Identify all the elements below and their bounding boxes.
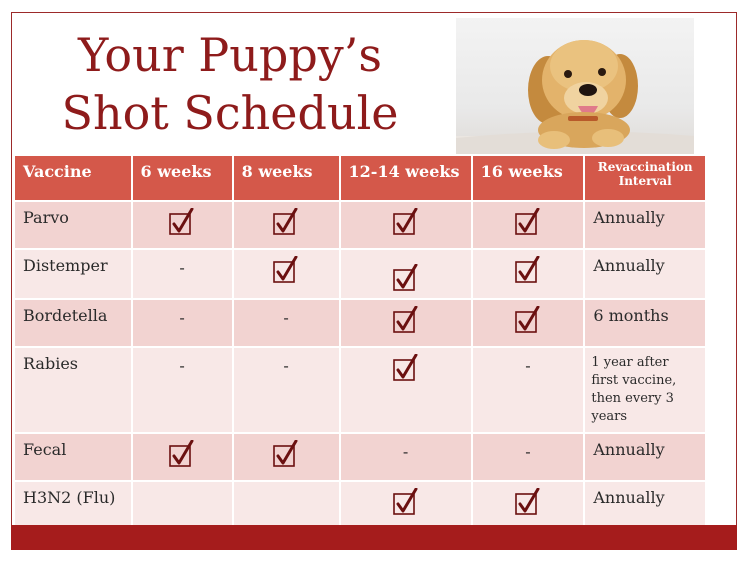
- checkbox-checked-icon: [168, 208, 196, 236]
- checkbox-checked-icon: [392, 264, 420, 292]
- not-required-dash: -: [179, 356, 185, 375]
- cell-8-weeks: [233, 201, 340, 249]
- header-12-14-weeks: 12-14 weeks: [340, 155, 472, 201]
- cell-8-weeks: [233, 299, 340, 347]
- checkbox-checked-icon: [514, 256, 542, 284]
- not-required-dash: -: [179, 308, 185, 327]
- not-required-dash: -: [402, 442, 409, 461]
- puppy-photo: [456, 18, 694, 168]
- revaccination-interval: Annually: [584, 481, 706, 529]
- cell-12-14-weeks: [340, 201, 472, 249]
- cell-6-weeks: [132, 249, 233, 299]
- checkbox-checked-icon: [392, 354, 420, 382]
- checkbox-checked-icon: [272, 256, 300, 284]
- revaccination-interval: 1 year after first vaccine, then every 3 years: [584, 347, 706, 433]
- vaccine-name: Bordetella: [14, 299, 132, 347]
- vaccine-name: Rabies: [14, 347, 132, 433]
- not-required-dash: -: [179, 258, 185, 277]
- title-line-2: Shot Schedule: [61, 86, 399, 140]
- cell-16-weeks: [472, 433, 585, 481]
- header-revaccination-interval: Revaccination Interval: [584, 155, 706, 201]
- revaccination-interval: Annually: [584, 201, 706, 249]
- footer-bar: [11, 525, 737, 550]
- cell-16-weeks: [472, 201, 585, 249]
- not-required-dash: -: [283, 308, 289, 327]
- vaccine-name: Parvo: [14, 201, 132, 249]
- header-vaccine: Vaccine: [14, 155, 132, 201]
- vaccine-name: Distemper: [14, 249, 132, 299]
- header-16-weeks: 16 weeks: [472, 155, 585, 201]
- cell-8-weeks: [233, 347, 340, 433]
- revaccination-interval: Annually: [584, 249, 706, 299]
- table-row: [14, 299, 706, 347]
- cell-8-weeks: [233, 433, 340, 481]
- checkbox-checked-icon: [514, 306, 542, 334]
- cell-6-weeks: [132, 201, 233, 249]
- cell-12-14-weeks: [340, 433, 472, 481]
- cell-16-weeks: [472, 249, 585, 299]
- vaccine-name: Fecal: [14, 433, 132, 481]
- table-row: [14, 249, 706, 299]
- cell-6-weeks: [132, 299, 233, 347]
- not-required-dash: -: [283, 356, 289, 375]
- checkbox-checked-icon: [514, 208, 542, 236]
- checkbox-checked-icon: [392, 488, 420, 516]
- cell-12-14-weeks: [340, 299, 472, 347]
- checkbox-checked-icon: [392, 306, 420, 334]
- vaccine-name: H3N2 (Flu): [14, 481, 132, 529]
- checkbox-checked-icon: [392, 208, 420, 236]
- cell-12-14-weeks: [340, 249, 472, 299]
- not-required-dash: -: [525, 442, 531, 461]
- table-header-row: [14, 155, 706, 201]
- puppy-illustration: [456, 18, 694, 168]
- cell-16-weeks: [472, 347, 585, 433]
- checkbox-checked-icon: [272, 440, 300, 468]
- cell-12-14-weeks: [340, 347, 472, 433]
- cell-8-weeks: [233, 481, 340, 529]
- page-title: [30, 26, 430, 142]
- cell-6-weeks: [132, 433, 233, 481]
- header-6-weeks: 6 weeks: [132, 155, 233, 201]
- cell-16-weeks: [472, 299, 585, 347]
- revaccination-interval: 6 months: [584, 299, 706, 347]
- table-row: [14, 433, 706, 481]
- shot-schedule-table: [13, 154, 707, 530]
- checkbox-checked-icon: [272, 208, 300, 236]
- cell-12-14-weeks: [340, 481, 472, 529]
- table-row: [14, 481, 706, 529]
- not-required-dash: -: [525, 356, 531, 375]
- cell-8-weeks: [233, 249, 340, 299]
- cell-16-weeks: [472, 481, 585, 529]
- table-row: [14, 347, 706, 433]
- table-row: [14, 201, 706, 249]
- revaccination-interval: Annually: [584, 433, 706, 481]
- checkbox-checked-icon: [514, 488, 542, 516]
- title-line-1: Your Puppy’s: [78, 28, 382, 82]
- cell-6-weeks: [132, 481, 233, 529]
- checkbox-checked-icon: [168, 440, 196, 468]
- cell-6-weeks: [132, 347, 233, 433]
- header-8-weeks: 8 weeks: [233, 155, 340, 201]
